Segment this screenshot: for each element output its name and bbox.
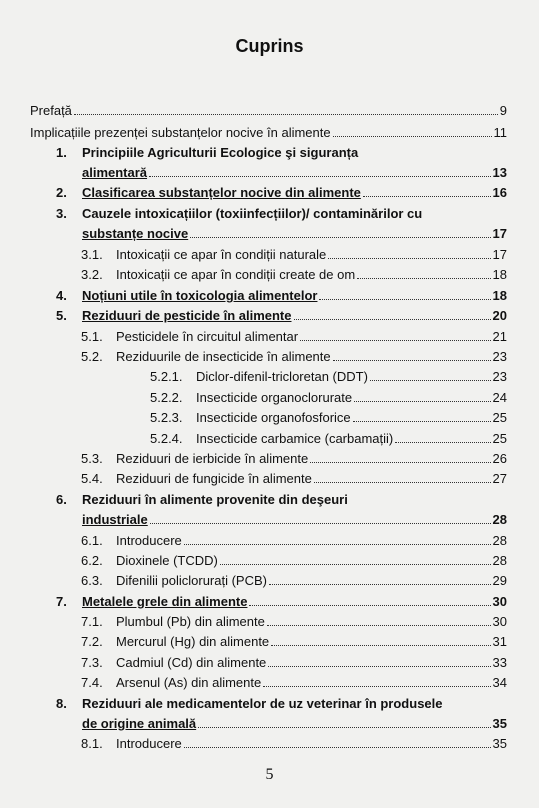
toc-entry-number: 7.4. bbox=[81, 675, 103, 690]
toc-entry bbox=[56, 593, 507, 610]
toc-entry bbox=[81, 654, 507, 671]
toc-entry-title: industriale bbox=[82, 512, 148, 527]
dot-leader bbox=[333, 360, 491, 361]
toc-entry-title: Insecticide carbamice (carbamații) bbox=[196, 431, 394, 446]
toc-entry bbox=[56, 184, 507, 201]
dot-leader bbox=[294, 319, 491, 320]
toc-entry-page: 23 bbox=[492, 369, 507, 384]
toc-entry-title: alimentară bbox=[82, 165, 148, 180]
toc-entry-page: 23 bbox=[492, 349, 507, 364]
toc-entry-title: Intoxicații ce apar în condiții naturale bbox=[116, 247, 327, 262]
toc-entry bbox=[56, 491, 507, 508]
toc-entry-title: Arsenul (As) din alimente bbox=[116, 675, 262, 690]
toc-entry bbox=[82, 225, 507, 242]
dot-leader bbox=[184, 544, 491, 545]
toc-entry-title: Reziduuri ale medicamentelor de uz veterinar în produsele bbox=[82, 696, 443, 711]
dot-leader bbox=[310, 462, 490, 463]
toc-entry bbox=[82, 715, 507, 732]
toc-entry bbox=[82, 164, 507, 181]
toc-entry-number: 5.3. bbox=[81, 451, 103, 466]
toc-entry-number: 6. bbox=[56, 492, 67, 507]
page-number: 5 bbox=[265, 766, 274, 783]
toc-entry-page: 31 bbox=[492, 634, 507, 649]
toc-entry-page: 28 bbox=[492, 553, 507, 568]
toc-entry-title: Insecticide organofosforice bbox=[196, 410, 351, 425]
toc-entry bbox=[81, 450, 507, 467]
toc-entry-page: 20 bbox=[492, 308, 507, 323]
toc-entry-title: Noțiuni utile în toxicologia alimentelor bbox=[82, 288, 318, 303]
toc-entry-number: 5.2. bbox=[81, 349, 103, 364]
toc-entry-page: 21 bbox=[492, 329, 507, 344]
toc-entry bbox=[82, 511, 507, 528]
toc-entry bbox=[56, 695, 507, 712]
toc-entry-number: 7.1. bbox=[81, 614, 103, 629]
dot-leader bbox=[268, 666, 490, 667]
toc-entry-title: Reziduuri de fungicide în alimente bbox=[116, 471, 312, 486]
toc-entry bbox=[56, 205, 507, 222]
toc-entry-page: 34 bbox=[492, 675, 507, 690]
dot-leader bbox=[263, 686, 490, 687]
toc-entry-title: Prefață bbox=[30, 103, 72, 118]
toc-entry-title: Difenilii policlorurați (PCB) bbox=[116, 573, 267, 588]
toc-entry-number: 5.2.3. bbox=[150, 410, 183, 425]
dot-leader bbox=[300, 340, 490, 341]
dot-leader bbox=[267, 625, 491, 626]
toc-entry-title: Pesticidele în circuitul alimentar bbox=[116, 329, 299, 344]
toc-entry-title: de origine animală bbox=[82, 716, 197, 731]
dot-leader bbox=[395, 442, 490, 443]
toc-entry-number: 4. bbox=[56, 288, 67, 303]
toc-entry-title: Mercurul (Hg) din alimente bbox=[116, 634, 270, 649]
toc-entry-title: Principiile Agriculturii Ecologice şi siguranța bbox=[82, 145, 359, 160]
dot-leader bbox=[149, 176, 490, 177]
toc-entry-title: Reziduuri de pesticide în alimente bbox=[82, 308, 292, 323]
toc-entry bbox=[81, 328, 507, 345]
toc-entry bbox=[81, 633, 507, 650]
toc-entry bbox=[81, 552, 507, 569]
toc-entry-number: 3. bbox=[56, 206, 67, 221]
toc-entry-title: Dioxinele (TCDD) bbox=[116, 553, 218, 568]
toc-entry-title: substanțe nocive bbox=[82, 226, 189, 241]
toc-entry-page: 27 bbox=[492, 471, 507, 486]
toc-entry-page: 11 bbox=[493, 125, 507, 140]
toc-entry-page: 9 bbox=[499, 103, 507, 118]
toc-entry-page: 29 bbox=[492, 573, 507, 588]
toc-entry-title: Reziduuri în alimente provenite din deşeuri bbox=[82, 492, 348, 507]
toc-entry-number: 7.3. bbox=[81, 655, 103, 670]
toc-entry-page: 26 bbox=[492, 451, 507, 466]
toc-entry-number: 5.2.4. bbox=[150, 431, 183, 446]
dot-leader bbox=[319, 299, 490, 300]
toc-entry bbox=[81, 735, 507, 752]
dot-leader bbox=[184, 747, 491, 748]
toc-entry-page: 28 bbox=[492, 533, 507, 548]
toc-entry-page: 18 bbox=[492, 288, 507, 303]
toc-entry-number: 6.1. bbox=[81, 533, 103, 548]
toc-entry-title: Cadmiul (Cd) din alimente bbox=[116, 655, 267, 670]
toc-entry-page: 35 bbox=[492, 736, 507, 751]
dot-leader bbox=[333, 136, 492, 137]
dot-leader bbox=[357, 278, 490, 279]
toc-entry-number: 5. bbox=[56, 308, 67, 323]
toc-entry-title: Introducere bbox=[116, 533, 182, 548]
toc-entry bbox=[81, 572, 507, 589]
dot-leader bbox=[354, 401, 490, 402]
toc-entry-title: Clasificarea substanțelor nocive din alimente bbox=[82, 185, 361, 200]
toc-entry-title: Metalele grele din alimente bbox=[82, 594, 248, 609]
toc-entry bbox=[150, 409, 507, 426]
toc-entry-number: 8.1. bbox=[81, 736, 103, 751]
toc-entry-page: 24 bbox=[492, 390, 507, 405]
dot-leader bbox=[353, 421, 491, 422]
toc-entry-number: 6.3. bbox=[81, 573, 103, 588]
dot-leader bbox=[190, 237, 490, 238]
dot-leader bbox=[74, 114, 498, 115]
toc-entry bbox=[81, 532, 507, 549]
dot-leader bbox=[220, 564, 491, 565]
toc-entry-page: 35 bbox=[492, 716, 507, 731]
dot-leader bbox=[370, 380, 491, 381]
toc-entry-number: 5.4. bbox=[81, 471, 103, 486]
toc-entry bbox=[56, 287, 507, 304]
toc-entry-number: 3.1. bbox=[81, 247, 103, 262]
toc-entry bbox=[81, 470, 507, 487]
toc-entry-number: 6.2. bbox=[81, 553, 103, 568]
toc-entry-number: 5.2.1. bbox=[150, 369, 183, 384]
toc-entry-number: 8. bbox=[56, 696, 67, 711]
toc-entry-page: 30 bbox=[492, 614, 507, 629]
toc-entry-number: 7.2. bbox=[81, 634, 103, 649]
toc-entry-page: 13 bbox=[492, 165, 507, 180]
dot-leader bbox=[150, 523, 491, 524]
toc-entry-number: 2. bbox=[56, 185, 67, 200]
toc-entry bbox=[150, 430, 507, 447]
toc-entry-number: 3.2. bbox=[81, 267, 103, 282]
toc-entry bbox=[30, 124, 507, 141]
toc-entry-page: 16 bbox=[492, 185, 507, 200]
toc-entry-number: 5.2.2. bbox=[150, 390, 183, 405]
toc-entry bbox=[56, 307, 507, 324]
toc-entry-page: 30 bbox=[492, 594, 507, 609]
dot-leader bbox=[271, 645, 490, 646]
toc-entry-page: 28 bbox=[492, 512, 507, 527]
toc-entry bbox=[81, 613, 507, 630]
toc-entry bbox=[81, 246, 507, 263]
dot-leader bbox=[314, 482, 491, 483]
toc-entry-page: 17 bbox=[492, 226, 507, 241]
dot-leader bbox=[363, 196, 491, 197]
toc-entry-title: Plumbul (Pb) din alimente bbox=[116, 614, 265, 629]
toc-entry bbox=[150, 368, 507, 385]
toc-entry-title: Cauzele intoxicațiilor (toxiinfecțiilor)/ contaminărilor cu bbox=[82, 206, 423, 221]
toc-entry-title: Reziduuri de ierbicide în alimente bbox=[116, 451, 309, 466]
toc-entry-number: 7. bbox=[56, 594, 67, 609]
toc-entry-title: Introducere bbox=[116, 736, 182, 751]
toc-entry bbox=[150, 389, 507, 406]
page-title: Cuprins bbox=[235, 36, 304, 56]
toc-entry-page: 18 bbox=[492, 267, 507, 282]
toc-entry-page: 33 bbox=[492, 655, 507, 670]
toc-entry-page: 25 bbox=[492, 410, 507, 425]
toc-entry bbox=[81, 266, 507, 283]
toc-entry-page: 25 bbox=[492, 431, 507, 446]
dot-leader bbox=[269, 584, 491, 585]
toc-entry-title: Implicațiile prezenței substanțelor nocive în alimente bbox=[30, 125, 331, 140]
dot-leader bbox=[198, 727, 490, 728]
toc-entry bbox=[56, 144, 507, 161]
toc-entry bbox=[30, 102, 507, 119]
toc-entry-title: Reziduurile de insecticide în alimente bbox=[116, 349, 331, 364]
toc-entry bbox=[81, 674, 507, 691]
toc-entry-number: 5.1. bbox=[81, 329, 103, 344]
toc-entry-title: Insecticide organoclorurate bbox=[196, 390, 353, 405]
toc-entry-title: Intoxicații ce apar în condiții create de om bbox=[116, 267, 356, 282]
toc-entry bbox=[81, 348, 507, 365]
toc-entry-title: Diclor-difenil-tricloretan (DDT) bbox=[196, 369, 368, 384]
toc-entry-page: 17 bbox=[492, 247, 507, 262]
toc-entry-number: 1. bbox=[56, 145, 67, 160]
dot-leader bbox=[328, 258, 490, 259]
dot-leader bbox=[249, 605, 490, 606]
